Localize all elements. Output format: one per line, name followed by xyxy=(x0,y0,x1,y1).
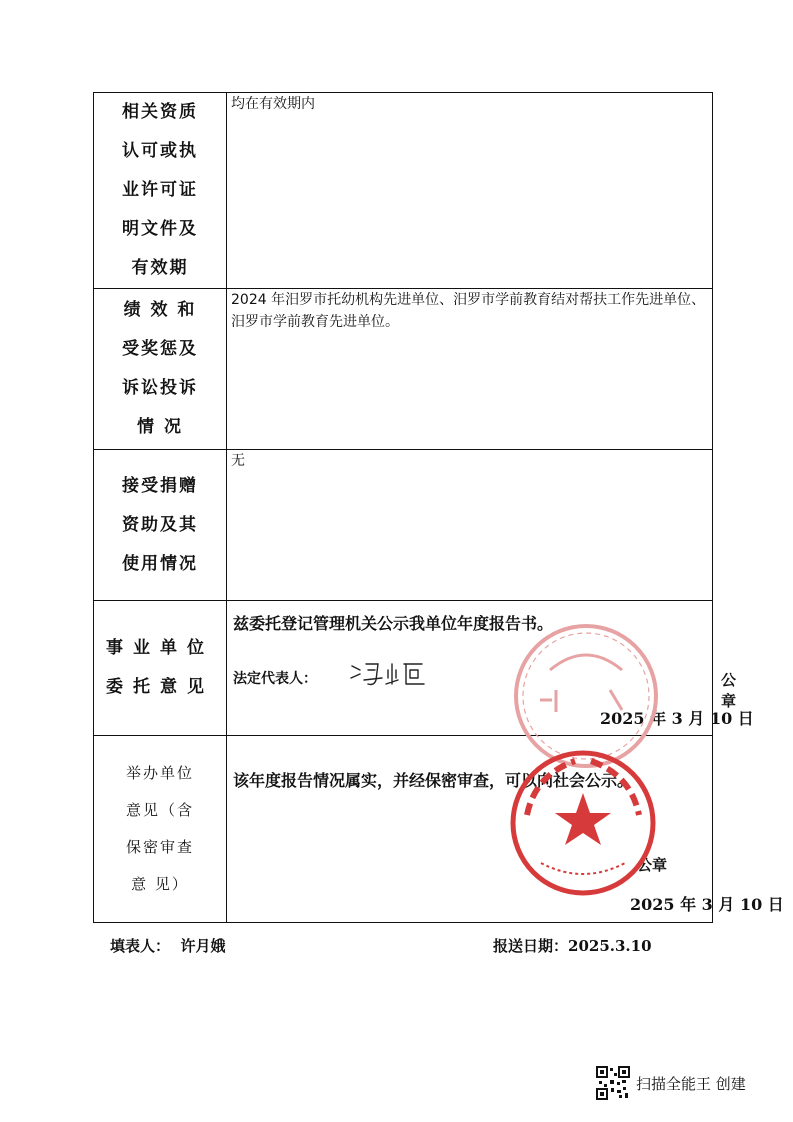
scanner-watermark xyxy=(596,1066,746,1100)
row-qualifications xyxy=(94,93,713,289)
row-label: 接受捐赠 资助及其 使用情况 xyxy=(122,475,198,574)
sponsor-date: 2025 年 3 月 10 日 xyxy=(630,895,784,914)
label-cell xyxy=(94,736,227,923)
watermark-text: 扫描全能王 创建 xyxy=(636,1074,746,1093)
filler-name: 许月娥 xyxy=(180,937,226,955)
row-label: 举办单位 意见（含 保密审查 意 见） xyxy=(125,764,194,893)
sponsor-statement: 该年度报告情况属实，并经保密审查，可以向社会公示。 xyxy=(233,771,634,790)
row-content: 2024 年汨罗市托幼机构先进单位、汨罗市学前教育结对帮扶工作先进单位、汨罗市学前教育先进单位。 xyxy=(231,292,706,330)
qr-code-icon xyxy=(596,1066,630,1100)
label-cell xyxy=(94,93,227,289)
entrust-statement: 兹委托登记管理机关公示我单位年度报告书。 xyxy=(233,614,554,633)
report-date-label: 报送日期： xyxy=(493,937,569,955)
row-label: 事业单位 委托意见 xyxy=(106,638,214,697)
row-content: 均在有效期内 xyxy=(231,96,315,112)
report-date-value: 2025.3.10 xyxy=(568,937,652,955)
label-cell xyxy=(94,289,227,450)
content-cell xyxy=(227,289,713,450)
entrust-date: 2025 年 3 月 10 日 xyxy=(600,709,754,728)
seal-label: 公章 xyxy=(637,856,668,874)
filler-label: 填表人： xyxy=(110,937,171,955)
signature-image xyxy=(348,658,443,690)
row-donations xyxy=(94,450,713,601)
content-cell xyxy=(227,93,713,289)
report-date-info xyxy=(493,935,652,956)
legal-rep-label: 法定代表人： xyxy=(233,671,317,687)
seal-star-icon xyxy=(555,793,611,845)
row-label: 相关资质 认可或执 业许可证 明文件及 有效期 xyxy=(122,102,198,278)
content-cell xyxy=(227,450,713,601)
filler-info xyxy=(110,935,225,956)
bureau-seal-image xyxy=(505,745,660,900)
seal-label: 公章 xyxy=(721,671,737,710)
label-cell xyxy=(94,450,227,601)
row-label: 绩 效 和 受奖惩及 诉讼投诉 情 况 xyxy=(122,300,198,437)
label-cell xyxy=(94,601,227,736)
row-content: 无 xyxy=(231,453,245,469)
row-performance xyxy=(94,289,713,450)
